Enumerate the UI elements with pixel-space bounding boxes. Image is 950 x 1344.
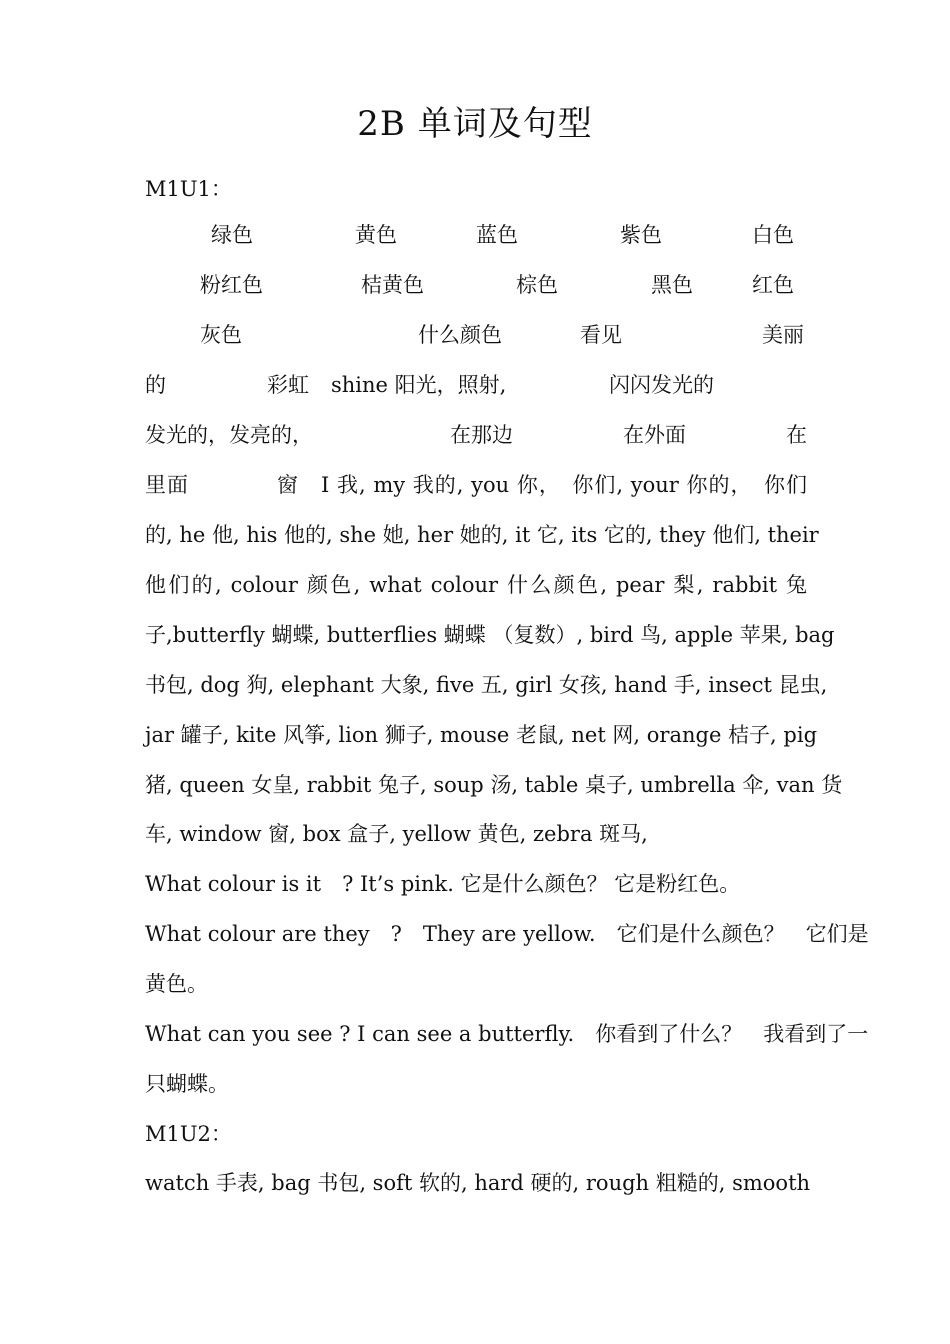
vocab-word: 灰色	[200, 323, 242, 347]
vocab-paragraph-line: 里面 窗 I 我, my 我的, you 你， 你们, your 你的， 你们	[145, 473, 807, 497]
page-title: 2B 单词及句型	[357, 104, 593, 144]
vocab-word: 在那边	[450, 423, 513, 447]
vocab-word: 棕色	[516, 273, 558, 297]
vocab-paragraph-line: 车, window 窗, box 盒子, yellow 黄色, zebra 斑马,	[145, 822, 648, 846]
vocab-word: 闪闪发光的	[609, 373, 714, 397]
vocab-paragraph-line: 的, he 他, his 他的, she 她, her 她的, it 它, its 它的, they 他们, their	[145, 523, 819, 547]
vocab-word: 绿色	[211, 223, 253, 247]
vocab-paragraph-line: 书包, dog 狗, elephant 大象, five 五, girl 女孩, hand 手, insect 昆虫,	[145, 673, 828, 697]
vocab-word: 紫色	[620, 223, 662, 247]
sentence-pattern: What can you see ? I can see a butterfly. 你看到了什么？ 我看到了一	[145, 1022, 869, 1046]
sentence-pattern: 只蝴蝶。	[145, 1072, 229, 1096]
vocab-paragraph-line: jar 罐子, kite 风筝, lion 狮子, mouse 老鼠, net 网, orange 桔子, pig	[145, 723, 818, 747]
vocab-word: 蓝色	[476, 223, 518, 247]
vocab-word: 什么颜色	[418, 323, 502, 347]
vocab-word: 粉红色	[200, 273, 263, 297]
vocab-word: 的	[145, 373, 166, 397]
section-heading-m1u1: M1U1：	[145, 177, 232, 201]
vocab-word: 红色	[752, 273, 794, 297]
sentence-pattern: What colour is it ? It’s pink. 它是什么颜色？ 它是粉红色。	[145, 872, 741, 896]
section-heading-m1u2: M1U2：	[145, 1122, 232, 1146]
sentence-pattern: 黄色。	[145, 972, 208, 996]
vocab-paragraph-line: 子,butterfly 蝴蝶, butterflies 蝴蝶 （复数）, bird 鸟, apple 苹果, bag	[145, 623, 835, 647]
vocab-word: 看见	[580, 323, 622, 347]
vocab-word: 在	[786, 423, 807, 447]
vocab-word: 黑色	[651, 273, 693, 297]
vocab-paragraph-line: watch 手表, bag 书包, soft 软的, hard 硬的, rough 粗糙的, smooth	[145, 1171, 811, 1195]
vocab-word: 在外面	[623, 423, 686, 447]
vocab-word: 美丽	[762, 323, 804, 347]
sentence-pattern: What colour are they ? They are yellow. 它们是什么颜色？ 它们是	[145, 922, 869, 946]
vocab-word: 白色	[752, 223, 794, 247]
vocab-paragraph-line: 他们的, colour 颜色, what colour 什么颜色, pear 梨, rabbit 兔	[145, 573, 807, 597]
vocab-paragraph-line: 猪, queen 女皇, rabbit 兔子, soup 汤, table 桌子, umbrella 伞, van 货	[145, 773, 843, 797]
vocab-word: 发光的，发亮的，	[145, 423, 313, 447]
vocab-word: 黄色	[355, 223, 397, 247]
vocab-word: 彩虹	[267, 373, 309, 397]
vocab-word: 桔黄色	[361, 273, 424, 297]
vocab-word: shine 阳光，照射,	[331, 373, 507, 397]
